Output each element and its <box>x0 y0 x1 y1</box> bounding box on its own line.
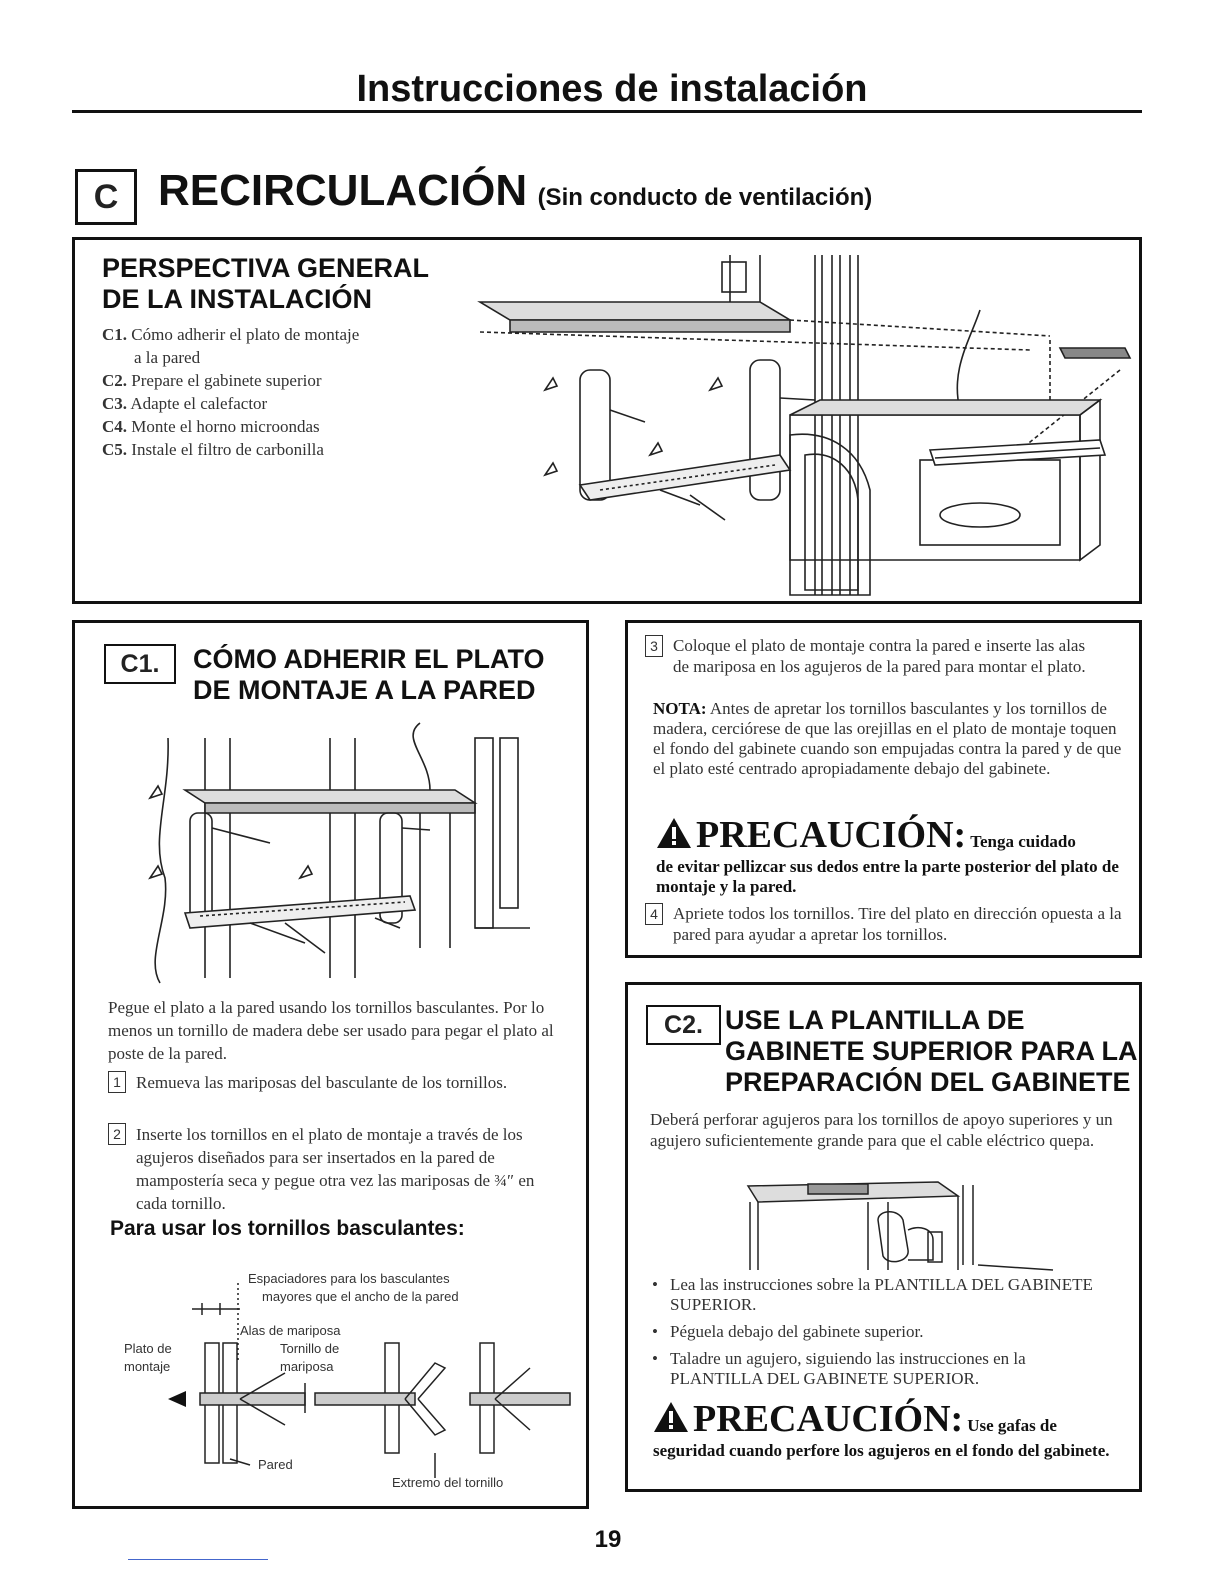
overview-step: C3. Adapte el calefactor <box>102 394 268 413</box>
c1-step2: 2 Inserte los tornillos en el plato de montaje a través de los agujeros diseñados para ser insertados en la pared de mampostería seca y pegue otra vez las mariposas de ¾″ en cada tornillo. <box>108 1123 548 1215</box>
label-spacers: mayores que el ancho de la pared <box>262 1289 459 1304</box>
overview-heading <box>102 253 429 315</box>
label-wall: Pared <box>258 1457 293 1472</box>
overview-step: C4. Monte el horno microondas <box>102 417 320 436</box>
c2-bullets <box>650 1275 1120 1389</box>
c1-panel <box>72 620 589 1509</box>
step-number: 2 <box>108 1123 126 1145</box>
header-rule <box>72 110 1142 113</box>
c1-illustration <box>130 718 550 988</box>
c1-step3: 3 Coloque el plato de montaje contra la pared e inserte las alas de mariposa en los agujeros de la pared para montar el plato. <box>645 635 1105 677</box>
overview-step: C1. Cómo adherir el plato de montaje <box>102 325 360 344</box>
label-spacers: Espaciadores para los basculantes <box>248 1271 450 1286</box>
c2-intro: Deberá perforar agujeros para los tornillos de apoyo superiores y un agujero suficientemente grande para que el cable eléctrico quepa. <box>650 1110 1113 1150</box>
caution-lead: Tenga cuidado <box>970 832 1076 851</box>
warning-icon <box>656 817 692 849</box>
label-plate: Plato de <box>124 1341 172 1356</box>
step-number: 4 <box>645 903 663 925</box>
caution-block <box>656 813 1126 897</box>
step-number: 1 <box>108 1071 126 1093</box>
section-letter-box <box>75 169 137 225</box>
c1-step4: 4 Apriete todos los tornillos. Tire del plato en dirección opuesta a la pared para ayudar a apretar los tornillos. <box>645 903 1125 945</box>
footer-rule <box>128 1559 268 1560</box>
c1-heading <box>193 644 545 706</box>
label-bolt-end: Extremo del tornillo <box>392 1475 504 1490</box>
note-label: NOTA: <box>653 699 707 718</box>
c2-heading-line1: USE LA PLANTILLA DE <box>725 1005 1025 1035</box>
c2-heading-line2: GABINETE SUPERIOR PARA LA <box>725 1036 1138 1066</box>
toggle-bolt-diagram <box>100 1253 580 1508</box>
section-title <box>158 166 872 216</box>
c1-heading-line2: DE MONTAJE A LA PARED <box>193 675 536 705</box>
caution-word: PRECAUCIÓN: <box>693 1398 964 1440</box>
list-item: • Taladre un agujero, siguiendo las instrucciones en la PLANTILLA DEL GABINETE SUPERIOR. <box>650 1349 1120 1389</box>
c1-note: NOTA: Antes de apretar los tornillos basculantes y los tornillos de madera, cerciórese de que las orejillas en el plato de montaje toquen el fondo del gabinete cuando son empujadas contra la pared y de que el plato esté centrado apropiadamente debajo del gabinete. <box>653 699 1122 778</box>
overview-step: C2. Prepare el gabinete superior <box>102 371 322 390</box>
list-item: • Lea las instrucciones sobre la PLANTILLA DEL GABINETE SUPERIOR. <box>650 1275 1120 1315</box>
c1-heading-line1: CÓMO ADHERIR EL PLATO <box>193 644 545 674</box>
c1-intro: Pegue el plato a la pared usando los tornillos basculantes. Por lo menos un tornillo de madera debe ser usado para pegar el plato al poste de la pared. <box>108 998 554 1063</box>
list-item: • Péguela debajo del gabinete superior. <box>650 1322 1120 1342</box>
label-bolt: Tornillo de <box>280 1341 340 1356</box>
caution-lead: Use gafas de <box>967 1416 1057 1435</box>
overview-heading-line1: PERSPECTIVA GENERAL <box>102 253 430 283</box>
warning-icon <box>653 1401 689 1433</box>
section-letter: C <box>93 178 119 216</box>
step-number: 3 <box>645 635 663 657</box>
c1-badge: C1. <box>104 644 176 684</box>
toggle-bolt-heading: Para usar los tornillos basculantes: <box>110 1217 465 1240</box>
label-bolt: mariposa <box>280 1359 334 1374</box>
overview-step: C5. Instale el filtro de carbonilla <box>102 440 324 459</box>
caution-word: PRECAUCIÓN: <box>696 814 967 856</box>
c2-panel <box>625 982 1142 1492</box>
overview-illustration <box>460 250 1140 600</box>
overview-steps <box>102 323 462 461</box>
label-plate: montaje <box>124 1359 171 1374</box>
caution-block <box>653 1397 1128 1461</box>
c1-step1: 1 Remueva las mariposas del basculante de los tornillos. <box>108 1071 548 1094</box>
page-number: 19 <box>594 1526 622 1553</box>
c2-illustration <box>738 1180 1058 1272</box>
overview-step-cont: a la pared <box>134 348 201 367</box>
caution-text: de evitar pellizcar sus dedos entre la parte posterior del plato de montaje y la pared. <box>656 857 1119 896</box>
overview-panel <box>72 237 1142 604</box>
overview-heading-line2: DE LA INSTALACIÓN <box>102 284 372 314</box>
caution-text: seguridad cuando perfore los agujeros en el fondo del gabinete. <box>653 1441 1110 1460</box>
c1-continued-panel <box>625 620 1142 958</box>
label-wings: Alas de mariposa <box>240 1323 341 1338</box>
section-title-main: RECIRCULACIÓN <box>158 166 528 215</box>
c2-heading-line3: PREPARACIÓN DEL GABINETE <box>725 1067 1131 1097</box>
section-title-sub: (Sin conducto de ventilación) <box>537 184 873 211</box>
page-header-title: Instrucciones de instalación <box>356 68 868 110</box>
c2-badge: C2. <box>646 1005 721 1045</box>
c2-heading <box>725 1005 1138 1098</box>
